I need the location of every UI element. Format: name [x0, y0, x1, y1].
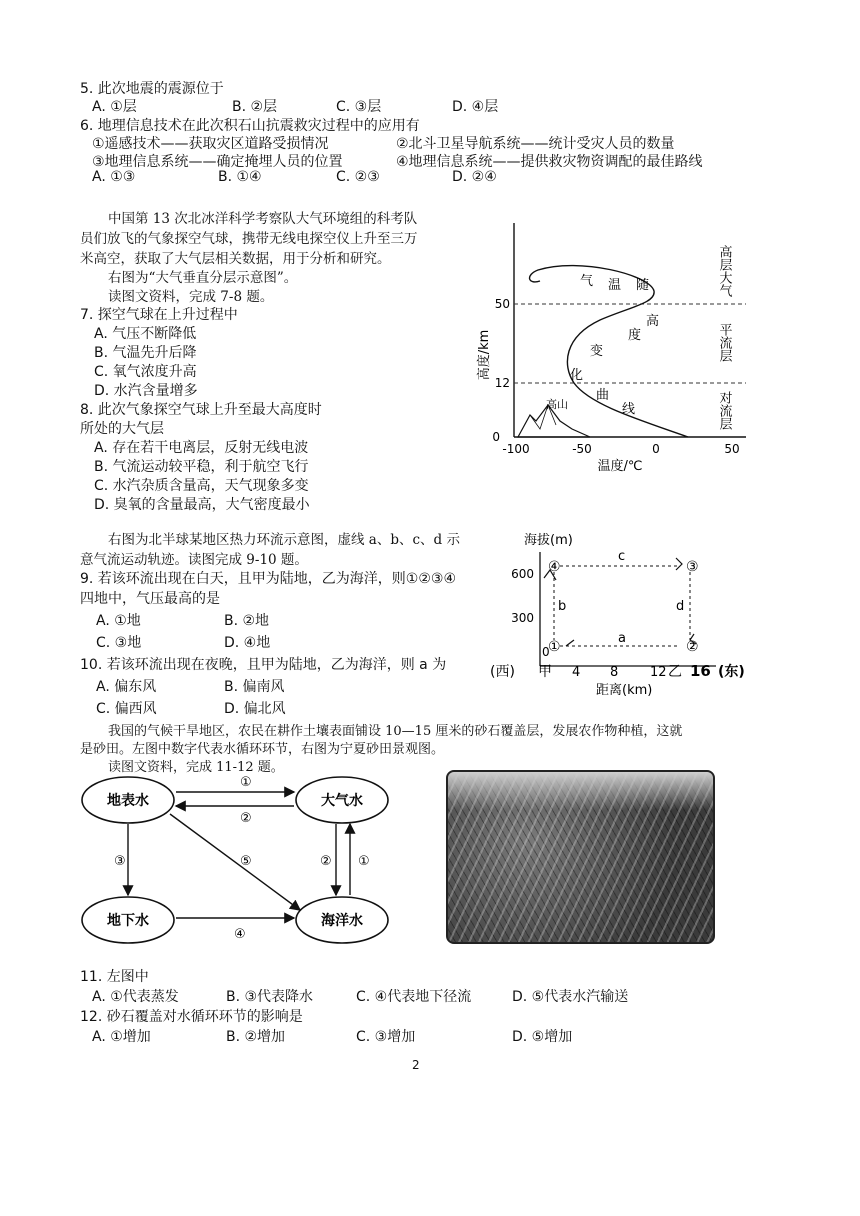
- curve-label-char: 随: [636, 278, 650, 293]
- flow-label-d: d: [676, 599, 685, 614]
- thermal-circulation-chart: [490, 528, 780, 700]
- q8-option-b: B. 气流运动较平稳，利于航空飞行: [94, 459, 309, 475]
- node-label: 海洋水: [321, 913, 363, 929]
- page-number: 2: [412, 1058, 420, 1072]
- q7-option-b: B. 气温先升后降: [94, 345, 197, 361]
- y-axis-label: 海拔(m): [524, 533, 573, 548]
- q6-option-b: B. ①④: [218, 169, 262, 185]
- link-label: ②: [240, 811, 252, 826]
- q12-option-a: A. ①增加: [92, 1029, 151, 1045]
- arrow-mark: [566, 640, 574, 646]
- q11-option-b: B. ③代表降水: [226, 989, 314, 1005]
- water-cycle-diagram: [80, 770, 440, 950]
- arrow-5: [170, 814, 300, 910]
- x-tick: 16: [690, 662, 711, 680]
- q9-stem-2: 四地中，气压最高的是: [80, 591, 220, 607]
- link-label: ①: [358, 854, 370, 869]
- q6-item-4: ④地理信息系统——提供救灾物资调配的最佳路线: [396, 154, 703, 170]
- q10-stem: 10. 若该环流出现在夜晚，且甲为陆地，乙为海洋，则 a 为: [80, 657, 447, 673]
- x-tick: -100: [502, 442, 530, 456]
- q8-stem-1: 8. 此次气象探空气球上升至最大高度时: [80, 402, 322, 418]
- q10-option-a: A. 偏东风: [96, 679, 157, 695]
- q6-option-d: D. ②④: [452, 169, 497, 185]
- node-label: 大气水: [321, 793, 363, 809]
- q11-option-a: A. ①代表蒸发: [92, 989, 179, 1005]
- intro1112-line-1: 我国的气候干旱地区，农民在耕作土壤表面铺设 10—15 厘米的砂石覆盖层，发展农作物种植，这就: [108, 724, 683, 739]
- flow-label-b: b: [558, 599, 567, 614]
- q12-stem: 12. 砂石覆盖对水循环环节的影响是: [80, 1009, 303, 1025]
- curve-label-char: 高: [646, 314, 660, 329]
- x-tick: 50: [724, 442, 740, 456]
- y-axis-label: 高度/km: [477, 329, 492, 381]
- q6-item-2: ②北斗卫星导航系统——统计受灾人员的数量: [396, 136, 675, 152]
- y-tick: 600: [511, 567, 534, 581]
- x-tick: 0: [652, 442, 660, 456]
- x-tick: 12: [650, 665, 667, 680]
- arrow-mark: [676, 558, 682, 570]
- q6-option-c: C. ②③: [336, 169, 380, 185]
- curve-label-char: 化: [570, 368, 584, 383]
- intro78-line-4: 右图为“大气垂直分层示意图”。: [108, 270, 298, 286]
- q8-option-a: A. 存在若干电离层，反射无线电波: [94, 440, 309, 456]
- curve-label-char: 温: [608, 278, 622, 293]
- intro1112-line-2: 是砂田。左图中数字代表水循环环节，右图为宁夏砂田景观图。: [80, 742, 445, 757]
- x-axis-label: 温度/℃: [597, 459, 643, 474]
- curve-label-char: 度: [628, 328, 642, 343]
- mountain-label: 高山: [546, 398, 568, 411]
- point-1: ①: [548, 639, 561, 655]
- q9-option-b: B. ②地: [224, 613, 270, 629]
- q11-option-d: D. ⑤代表水汽输送: [512, 989, 629, 1005]
- curve-label-char: 气: [580, 274, 594, 289]
- y-tick: 300: [511, 611, 534, 625]
- layer-tropo-text: 对流层: [716, 391, 732, 430]
- q5-option-b: B. ②层: [232, 99, 278, 115]
- y-tick: 12: [494, 376, 510, 390]
- q7-stem: 7. 探空气球在上升过程中: [80, 307, 238, 323]
- layer-name-tropo: [717, 390, 733, 431]
- x-tick: -50: [572, 442, 592, 456]
- y-tick: 0: [542, 645, 550, 659]
- layer-name-upper: [717, 244, 733, 298]
- link-label: ⑤: [240, 854, 252, 869]
- y-tick: 50: [494, 297, 510, 311]
- flow-label-a: a: [618, 631, 626, 646]
- layer-name-strato: [717, 323, 733, 363]
- sand-field-photo: [446, 770, 715, 944]
- intro1112-line-3: 读图文资料，完成 11-12 题。: [108, 760, 284, 775]
- point-4: ④: [548, 559, 561, 575]
- q6-item-3: ③地理信息系统——确定掩埋人员的位置: [92, 154, 343, 170]
- east-label: (东): [718, 664, 745, 680]
- layer-strato-text: 平流层: [716, 323, 732, 362]
- q11-option-c: C. ④代表地下径流: [356, 989, 472, 1005]
- jia-label: 甲: [538, 664, 552, 680]
- q6-item-1: ①遥感技术——获取灾区道路受损情况: [92, 136, 329, 152]
- intro78-line-1: 中国第 13 次北冰洋科学考察队大气环境组的科考队: [108, 211, 418, 227]
- layer-upper-text: 高层大气: [716, 245, 732, 297]
- link-label: ④: [234, 927, 246, 942]
- curve-label-char: 曲: [596, 388, 610, 403]
- y-tick: 0: [492, 430, 500, 444]
- link-label: ②: [320, 854, 332, 869]
- node-label: 地表水: [107, 793, 149, 809]
- x-axis-label: 距离(km): [596, 683, 653, 698]
- point-3: ③: [686, 559, 699, 575]
- q8-option-d: D. 臭氧的含量最高，大气密度最小: [94, 497, 310, 513]
- intro78-line-5: 读图文资料，完成 7-8 题。: [108, 289, 274, 305]
- intro78-line-2: 员们放飞的气象探空气球，携带无线电探空仪上升至三万: [80, 231, 418, 247]
- q8-stem-2: 所处的大气层: [80, 421, 164, 437]
- q7-option-d: D. 水汽含量增多: [94, 383, 198, 399]
- photo-sky-haze: [448, 772, 713, 810]
- q10-option-b: B. 偏南风: [224, 679, 285, 695]
- west-label: (西): [490, 664, 515, 680]
- curve-label-char: 变: [590, 344, 604, 359]
- link-label: ①: [240, 775, 252, 790]
- q9-stem-1: 9. 若该环流出现在白天，且甲为陆地，乙为海洋，则①②③④: [80, 571, 457, 587]
- yi-label: 乙: [668, 664, 682, 680]
- atmosphere-layer-chart: [470, 215, 760, 475]
- intro910-line-2: 意气流运动轨迹。读图完成 9-10 题。: [80, 552, 308, 568]
- q7-option-a: A. 气压不断降低: [94, 326, 197, 342]
- q9-option-c: C. ③地: [96, 635, 142, 651]
- q5-option-d: D. ④层: [452, 99, 499, 115]
- x-tick: 4: [572, 665, 581, 680]
- curve-label-char: 线: [622, 402, 636, 417]
- q12-option-b: B. ②增加: [226, 1029, 286, 1045]
- q10-option-d: D. 偏北风: [224, 701, 286, 717]
- q6-option-a: A. ①③: [92, 169, 136, 185]
- q5-option-c: C. ③层: [336, 99, 382, 115]
- q5-option-a: A. ①层: [92, 99, 137, 115]
- point-2: ②: [686, 639, 699, 655]
- q10-option-c: C. 偏西风: [96, 701, 157, 717]
- node-label: 地下水: [107, 913, 149, 929]
- q12-option-c: C. ③增加: [356, 1029, 416, 1045]
- link-label: ③: [114, 854, 126, 869]
- intro910-line-1: 右图为北半球某地区热力环流示意图，虚线 a、b、c、d 示: [108, 532, 460, 548]
- q11-stem: 11. 左图中: [80, 969, 149, 985]
- q12-option-d: D. ⑤增加: [512, 1029, 573, 1045]
- q7-option-c: C. 氧气浓度升高: [94, 364, 197, 380]
- x-tick: 8: [610, 665, 619, 680]
- q9-option-a: A. ①地: [96, 613, 141, 629]
- q5-stem: 5. 此次地震的震源位于: [80, 81, 224, 97]
- q9-option-d: D. ④地: [224, 635, 271, 651]
- q8-option-c: C. 水汽杂质含量高，天气现象多变: [94, 478, 309, 494]
- q6-stem: 6. 地理信息技术在此次积石山抗震救灾过程中的应用有: [80, 118, 420, 134]
- flow-label-c: c: [618, 549, 626, 564]
- intro78-line-3: 米高空，获取了大气层相关数据，用于分析和研究。: [80, 251, 391, 267]
